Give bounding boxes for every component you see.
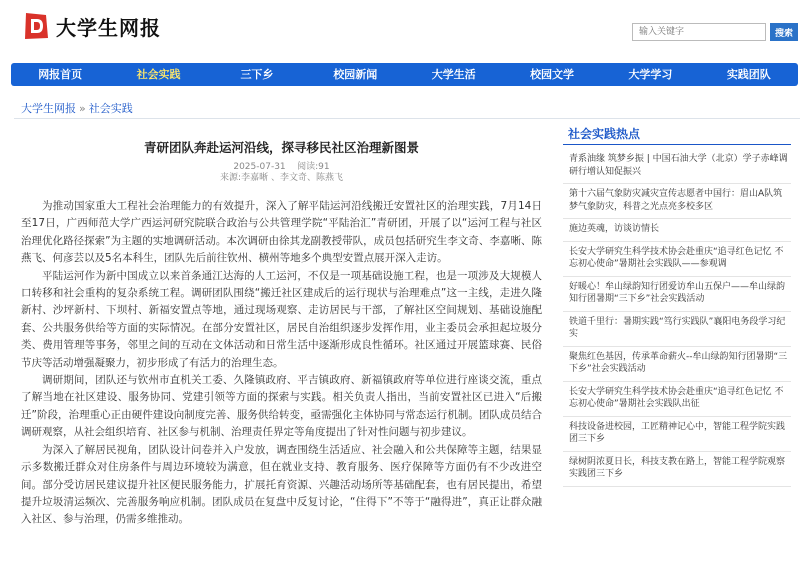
breadcrumb	[21, 100, 133, 116]
article-paragraph: 调研期间，团队还与钦州市直机关工委、久隆镇政府、平吉镇政府、新福镇政府等单位进行座谈交流，重点了解当地在社区建设、服务协同、党建引领等方面的探索与实践。相关负责人指出，当前安置社区已进入“后搬迁”阶段，治理重心正由硬件建设向制度完善、服务供给转变，亟需强化主体协同与常态运行机制。团队成员结合调研观察，从社会组织培育、社区参与机制、治理责任界定等角度提出了针对性问题与初步建议。	[21, 374, 542, 439]
breadcrumb-separator: »	[79, 102, 86, 115]
sidebar-divider	[563, 144, 791, 145]
sidebar-title: 社会实践热点	[568, 127, 641, 141]
article-source: 来源:李嘉晰 、李文奇、陈燕飞	[220, 173, 343, 183]
breadcrumb-current[interactable]: 社会实践	[88, 102, 133, 115]
nav-item-campus-literature[interactable]: 校园文学	[530, 68, 575, 81]
nav-item-three-to-countryside[interactable]: 三下乡	[240, 68, 274, 81]
article-paragraph: 为推动国家重大工程社会治理能力的有效提升，深入了解平陆运河沿线搬迁安置社区的治理实践，7月14日至17日，广西师范大学广西运河研究院联合政治与公共管理学院“平陆治汇”青研团，开展了以“运河工程与社区治理优化路径探索”为主题的实地调研活动。本次调研由徐其龙副教授带队，成员包括研究生李文奇、李嘉晰、陈燕飞、何彦芸以及5名本科生，团队先后前往钦州、横州等地多个典型安置点展开深入走访。	[21, 200, 542, 265]
article-date: 2025-07-31	[233, 162, 286, 172]
article-title: 青研团队奔赴运河沿线，探寻移民社区治理新图景	[143, 140, 419, 155]
header-divider	[14, 118, 800, 119]
nav-item-college-life[interactable]: 大学生活	[431, 68, 476, 81]
sidebar-link[interactable]: 科技设备进校园，工匠精神记心中，智能工程学院实践团三下乡	[563, 417, 791, 452]
search-button[interactable]: 搜索	[770, 23, 798, 41]
article-meta	[21, 162, 542, 184]
sidebar-link[interactable]: 好暖心！牟山绿韵知行团爱访牟山五保户——牟山绿韵知行团暑期“三下乡”社会实践活动	[563, 277, 791, 312]
article-paragraph: 平陆运河作为新中国成立以来首条通江达海的人工运河，不仅是一项基础设施工程，也是一项涉及大规模人口转移和社会重构的复杂系统工程。调研团队围绕“搬迁社区建成后的运行现状与治理难点”这一主线，走进久隆新村、沙坪新村、下坝村、新福安置点等地，通过现场观察、走访居民与干部，了解社区空间规划、基础设施配套、公共服务供给等方面的实际情况。在部分安置社区，居民自治组织逐步发挥作用，业主委员会承担起垃圾分类、费用管理等事务，邻里之间的互动在文体活动和日常生活中逐渐形成良性循环。社区通过开展篮球赛、民俗节庆等活动增强凝聚力，初步形成了有活力的治理生态。	[21, 269, 542, 369]
search-bar	[632, 23, 798, 41]
article-body	[21, 198, 542, 529]
article	[21, 125, 542, 529]
article-paragraph: 为深入了解居民视角，团队设计问卷并入户发放，调查围绕生活适应、社会融入和公共保障等主题，结果显示多数搬迁群众对住房条件与周边环境较为满意，但在就业支持、教育服务、医疗保障等方面仍有不少改进空间。部分受访居民建议提升社区便民服务能力，扩展托育资源、兴趣活动场所等基础配套，也有居民提出，希望提升垃圾清运频次、完善服务响应机制。团队成员在复盘中反复讨论，“住得下”不等于“融得进”，真正让群众融入社区、参与治理，仍需多维推动。	[21, 443, 542, 526]
article-views: 阅读:91	[297, 162, 330, 172]
nav-item-college-study[interactable]: 大学学习	[628, 68, 673, 81]
breadcrumb-home[interactable]: 大学生网报	[21, 102, 76, 115]
nav-item-practice-teams[interactable]: 实践团队	[726, 68, 771, 81]
sidebar-link[interactable]: 施边英魂，访谈访情长	[563, 219, 791, 242]
sidebar-link[interactable]: 青系油缘 筑梦乡振 | 中国石油大学（北京）学子赤峰调研行增认知促振兴	[563, 149, 791, 184]
nav-item-home[interactable]: 网报首页	[38, 68, 83, 81]
sidebar-link[interactable]: 长安大学研究生科学技术协会赴重庆“追寻红色记忆 不忘初心使命”暑期社会实践队——参观调	[563, 242, 791, 277]
main-nav	[11, 63, 798, 86]
sidebar-list	[563, 149, 791, 487]
sidebar-link[interactable]: 聚焦红色基因，传承革命薪火--牟山绿韵知行团暑期“三下乡”社会实践活动	[563, 347, 791, 382]
site-header	[0, 0, 800, 56]
site-logo[interactable]	[20, 10, 161, 42]
sidebar-link[interactable]: 第十六届气象防灾减灾宣传志愿者中国行：眉山A队筑梦气象防灾，科普之光点亮多校多区	[563, 184, 791, 219]
sidebar-hot	[563, 124, 791, 487]
logo-d-icon	[20, 10, 52, 42]
sidebar-link[interactable]: 长安大学研究生科学技术协会赴重庆“追寻红色记忆 不忘初心使命”暑期社会实践队出征	[563, 382, 791, 417]
nav-item-campus-news[interactable]: 校园新闻	[333, 68, 378, 81]
site-name: 大学生网报	[56, 15, 161, 40]
sidebar-link[interactable]: 铁道千里行：暑期实践“笃行实践队”襄阳电务段学习纪实	[563, 312, 791, 347]
nav-item-social-practice[interactable]: 社会实践	[136, 68, 181, 81]
sidebar-link[interactable]: 绿树阴浓夏日长，科技支教在路上，智能工程学院观察实践团三下乡	[563, 452, 791, 487]
search-input[interactable]	[632, 23, 766, 41]
